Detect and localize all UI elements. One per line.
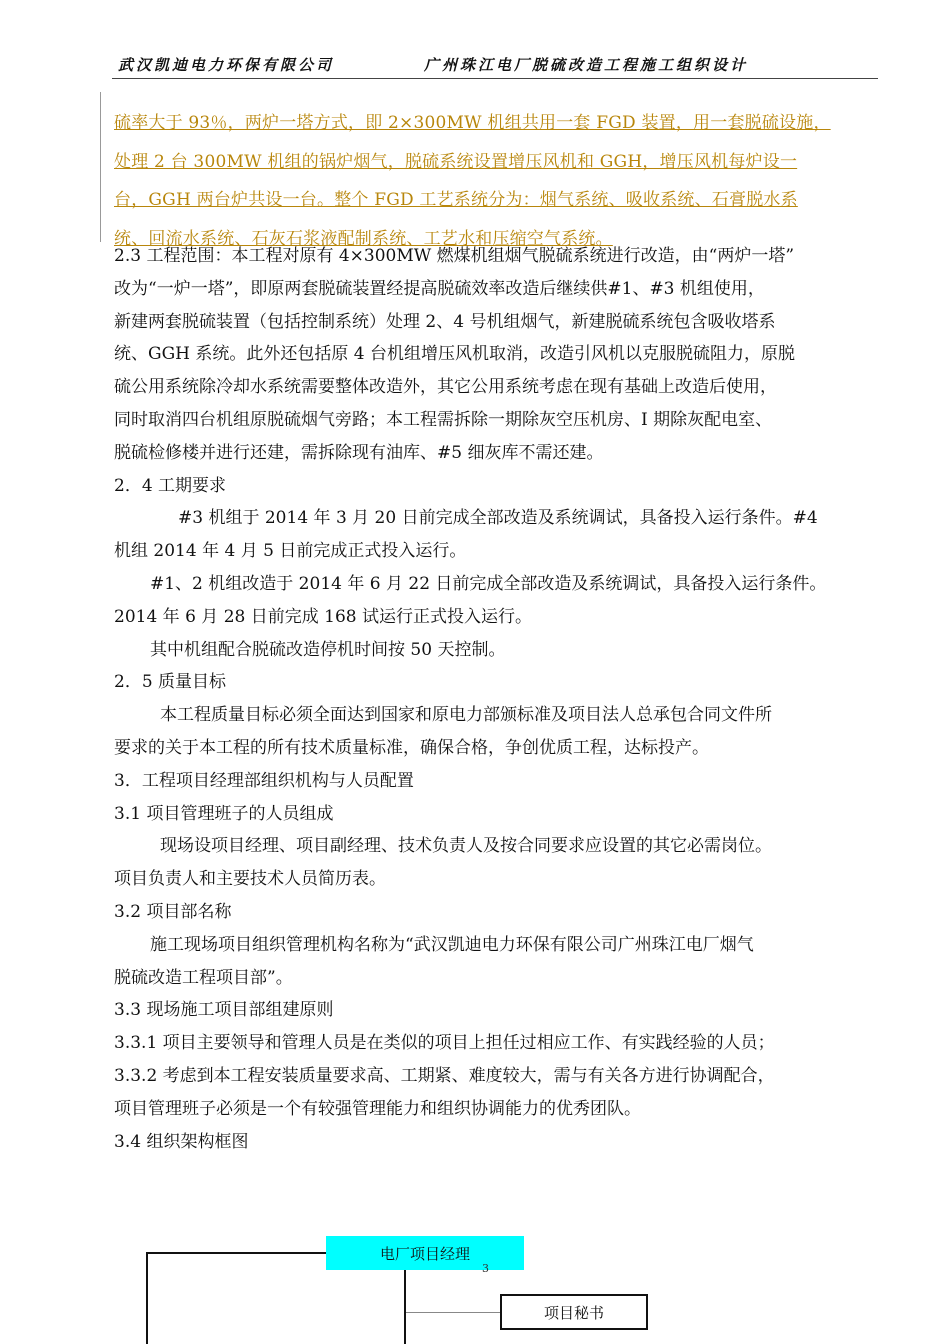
- org-box-manager: 电厂项目经理: [326, 1236, 524, 1270]
- highlighted-paragraph: [114, 104, 876, 258]
- quality-para: 要求的关于本工程的所有技术质量标准，确保合格，争创优质工程，达标投产。: [114, 737, 709, 758]
- schedule-para: 机组 2014 年 4 月 5 日前完成正式投入运行。: [114, 541, 467, 562]
- section-heading-2-4: 2．4 工期要求: [114, 475, 227, 496]
- section-heading-2-5: 2．5 质量目标: [114, 672, 227, 693]
- staff-para: 现场设项目经理、项目副经理、技术负责人及按合同要求应设置的其它必需岗位。: [160, 836, 772, 857]
- highlight-line: 处理 2 台 300MW 机组的锅炉烟气，脱硫系统设置增压风机和 GGH，增压风机每炉设一: [114, 151, 798, 172]
- subsection-heading-3-1: 3.1 项目管理班子的人员组成: [114, 803, 334, 824]
- header-doc-title: 广州珠江电厂脱硫改造工程施工组织设计: [424, 56, 749, 74]
- scope-line: 改为“一炉一塔”，即原两套脱硫装置经提高脱硫效率改造后继续供#1、#3 机组使用，: [114, 278, 765, 299]
- org-connector-left: [146, 1252, 148, 1344]
- org-connector-top: [146, 1252, 326, 1254]
- scope-line: 2.3 工程范围：本工程对原有 4×300MW 燃煤机组烟气脱硫系统进行改造，由“两炉一塔”: [114, 246, 795, 266]
- staff-para: 项目负责人和主要技术人员简历表。: [114, 869, 386, 890]
- schedule-para: #3 机组于 2014 年 3 月 20 日前完成全部改造及系统调试，具备投入运行条件。#4: [178, 508, 818, 529]
- scope-line: 统、GGH 系统。此外还包括原 4 台机组增压风机取消，改造引风机以克服脱硫阻力，原脱: [114, 344, 796, 365]
- scope-line: 同时取消四台机组原脱硫烟气旁路；本工程需拆除一期除灰空压机房、I 期除灰配电室、: [114, 409, 773, 430]
- header-company: 武汉凯迪电力环保有限公司: [118, 56, 335, 74]
- highlight-line: 硫率大于 93％，两炉一塔方式，即 2×300MW 机组共用一套 FGD 装置，用一套脱硫设施，: [114, 113, 831, 133]
- page-number: 3: [482, 1262, 489, 1275]
- page-header: [112, 50, 878, 79]
- scope-line: 新建两套脱硫装置（包括控制系统）处理 2、4 号机组烟气，新建脱硫系统包含吸收塔系: [114, 311, 776, 332]
- principle-para: 3.3.1 项目主要领导和管理人员是在类似的项目上担任过相应工作、有实践经验的人员；: [114, 1033, 775, 1054]
- subsection-heading-3-3: 3.3 现场施工项目部组建原则: [114, 1000, 334, 1021]
- org-connector-secretary: [406, 1312, 500, 1313]
- schedule-para: #1、2 机组改造于 2014 年 6 月 22 日前完成全部改造及系统调试，具备投入运行条件。: [150, 573, 827, 594]
- principle-para: 项目管理班子必须是一个有较强管理能力和组织协调能力的优秀团队。: [114, 1098, 641, 1119]
- schedule-para: 其中机组配合脱硫改造停机时间按 50 天控制。: [150, 639, 506, 660]
- subsection-heading-3-2: 3.2 项目部名称: [114, 901, 232, 922]
- highlight-line: 台，GGH 两台炉共设一台。整个 FGD 工艺系统分为：烟气系统、吸收系统、石膏脱水系: [114, 190, 798, 210]
- section-heading-3: 3．工程项目经理部组织机构与人员配置: [114, 770, 414, 791]
- subsection-heading-3-4: 3.4 组织架构框图: [114, 1131, 249, 1152]
- document-body: [114, 240, 876, 1158]
- schedule-para: 2014 年 6 月 28 日前完成 168 试运行正式投入运行。: [114, 606, 532, 627]
- revision-bar: [100, 92, 101, 242]
- quality-para: 本工程质量目标必须全面达到国家和原电力部颁标准及项目法人总承包合同文件所: [160, 705, 772, 726]
- dept-name-para: 施工现场项目组织管理机构名称为“武汉凯迪电力环保有限公司广州珠江电厂烟气: [150, 934, 754, 955]
- scope-line: 硫公用系统除冷却水系统需要整体改造外，其它公用系统考虑在现有基础上改造后使用，: [114, 377, 777, 398]
- dept-name-para: 脱硫改造工程项目部”。: [114, 967, 293, 988]
- principle-para: 3.3.2 考虑到本工程安装质量要求高、工期紧、难度较大，需与有关各方进行协调配合，: [114, 1065, 775, 1086]
- highlight-line: 统、回流水系统、石灰石浆液配制系统、工艺水和压缩空气系统。: [114, 228, 613, 249]
- org-connector-center: [404, 1270, 406, 1344]
- org-box-secretary: 项目秘书: [500, 1294, 648, 1330]
- scope-line: 脱硫检修楼并进行还建，需拆除现有油库、#5 细灰库不需还建。: [114, 442, 604, 463]
